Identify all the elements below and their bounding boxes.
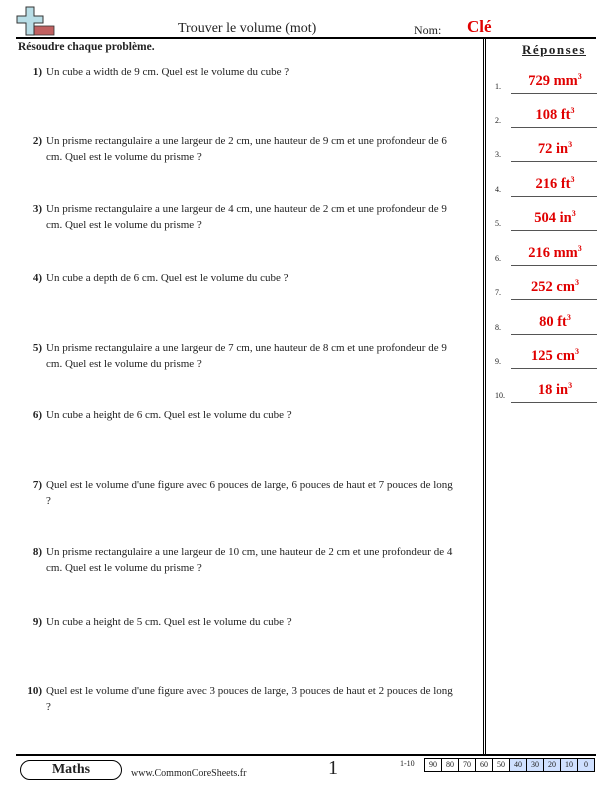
worksheet-title: Trouver le volume (mot) <box>178 21 317 36</box>
answer-line <box>511 402 597 404</box>
answer-line <box>511 161 597 163</box>
answer-row <box>495 66 597 94</box>
score-cell: 40 <box>510 758 527 772</box>
answer-number: 8. <box>495 323 501 332</box>
question-item <box>20 544 460 576</box>
answer-row <box>495 134 597 162</box>
answer-value: 108 $ft^3$ <box>535 106 575 123</box>
plus-logo-icon <box>16 5 68 37</box>
question-number: 5) <box>32 342 42 354</box>
question-number: 4) <box>32 272 42 284</box>
answer-value: 729 $mm^3$ <box>528 72 582 89</box>
question-number: 1) <box>32 66 42 78</box>
question-text: Un cube a depth de 6 cm. Quel est le volume du cube ? <box>46 272 289 284</box>
score-table <box>424 758 595 772</box>
answer-value: 504 $in^3$ <box>534 209 576 226</box>
question-number: 9) <box>32 616 42 628</box>
question-text: Un prisme rectangulaire a une largeur de 4 cm, une hauteur de 2 cm et une profondeur de 9 cm. Quel est le volume du prisme ? <box>46 203 447 231</box>
answer-number: 1. <box>495 82 501 91</box>
question-item <box>20 614 460 630</box>
question-item <box>20 270 460 286</box>
answer-value: 80 $ft^3$ <box>539 313 571 330</box>
answer-line <box>511 127 597 129</box>
answer-row <box>495 100 597 128</box>
question-item <box>20 407 460 423</box>
answer-number: 4. <box>495 185 501 194</box>
answer-line <box>511 368 597 370</box>
answer-number: 7. <box>495 288 501 297</box>
answer-line <box>511 299 597 301</box>
score-cell: 20 <box>544 758 561 772</box>
answer-number: 9. <box>495 357 501 366</box>
instructions: Résoudre chaque problème. <box>18 41 155 53</box>
question-text: Un cube a width de 9 cm. Quel est le volume du cube ? <box>46 66 290 78</box>
question-item <box>20 683 460 715</box>
question-number: 10) <box>27 685 42 697</box>
score-cell: 90 <box>425 758 442 772</box>
answer-number: 2. <box>495 116 501 125</box>
answer-value: 252 $cm^3$ <box>531 278 579 295</box>
question-item <box>20 340 460 372</box>
answer-row <box>495 307 597 335</box>
answer-line <box>511 230 597 232</box>
question-text: Un cube a height de 6 cm. Quel est le volume du cube ? <box>46 409 292 421</box>
answers-heading: Réponses <box>521 42 586 57</box>
answer-row <box>495 272 597 300</box>
answer-number: 3. <box>495 150 501 159</box>
answer-line <box>511 196 597 198</box>
score-range-label: 1-10 <box>400 759 415 768</box>
question-number: 2) <box>32 135 42 147</box>
site-url[interactable]: www.CommonCoreSheets.fr <box>131 768 247 779</box>
answer-number: 10. <box>495 391 505 400</box>
question-text: Un prisme rectangulaire a une largeur de 10 cm, une hauteur de 2 cm et une profondeur de 4 cm. Quel est le volume du prisme ? <box>46 546 453 574</box>
name-value: Clé <box>467 17 492 36</box>
answer-line <box>511 93 597 95</box>
header-rule <box>16 37 596 39</box>
answer-value: 216 $ft^3$ <box>535 175 575 192</box>
score-cell: 50 <box>493 758 510 772</box>
question-number: 7) <box>32 479 42 491</box>
question-text: Un prisme rectangulaire a une largeur de 7 cm, une hauteur de 8 cm et une profondeur de 9 cm. Quel est le volume du prisme ? <box>46 342 447 370</box>
answer-row <box>495 238 597 266</box>
answer-row <box>495 203 597 231</box>
answer-row <box>495 375 597 403</box>
score-cell: 10 <box>561 758 578 772</box>
answer-number: 5. <box>495 219 501 228</box>
answer-value: 18 $in^3$ <box>537 381 573 398</box>
question-number: 3) <box>32 203 42 215</box>
page-number: 1 <box>328 757 338 779</box>
subject-badge: Maths <box>20 760 122 780</box>
score-cell: 0 <box>578 758 595 772</box>
question-text: Quel est le volume d'une figure avec 3 pouces de large, 3 pouces de haut et 2 pouces de long ? <box>46 685 453 713</box>
question-item <box>20 477 460 509</box>
question-item <box>20 201 460 233</box>
answer-value: 216 $mm^3$ <box>528 244 582 261</box>
answer-line <box>511 334 597 336</box>
score-cell: 60 <box>476 758 493 772</box>
answer-row <box>495 341 597 369</box>
score-cell: 70 <box>459 758 476 772</box>
question-number: 8) <box>32 546 42 558</box>
name-label: Nom: <box>414 23 442 37</box>
question-number: 6) <box>32 409 42 421</box>
score-cell: 30 <box>527 758 544 772</box>
footer-rule <box>16 754 596 756</box>
answer-value: 72 $in^3$ <box>537 140 573 157</box>
question-item <box>20 133 460 165</box>
answer-row <box>495 169 597 197</box>
score-cell: 80 <box>442 758 459 772</box>
question-text: Un prisme rectangulaire a une largeur de 2 cm, une hauteur de 9 cm et une profondeur de 6 cm. Quel est le volume du prisme ? <box>46 135 447 163</box>
column-divider <box>483 38 486 754</box>
answer-value: 125 $cm^3$ <box>531 347 579 364</box>
question-text: Quel est le volume d'une figure avec 6 pouces de large, 6 pouces de haut et 7 pouces de long ? <box>46 479 453 507</box>
question-item <box>20 64 460 80</box>
answer-number: 6. <box>495 254 501 263</box>
answer-line <box>511 265 597 267</box>
question-text: Un cube a height de 5 cm. Quel est le volume du cube ? <box>46 616 292 628</box>
